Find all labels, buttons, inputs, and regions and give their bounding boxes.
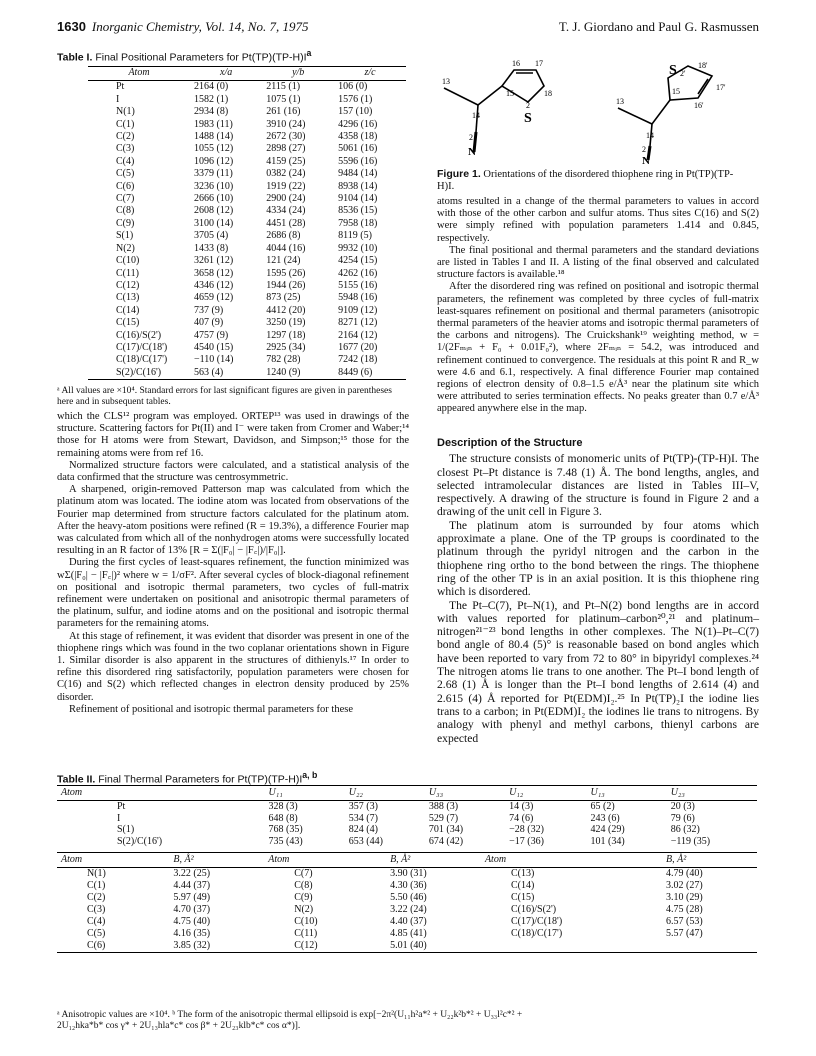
table-cell: C(3) <box>87 904 106 915</box>
table-cell: 0382 (24) <box>266 168 306 180</box>
table2-col-header: Atom <box>57 786 265 801</box>
table-cell: 243 (6) <box>590 812 620 824</box>
fig1-right-label-14: 14 <box>646 131 654 140</box>
table2-col-header: U₁₂ <box>505 786 586 801</box>
table-row <box>88 156 406 168</box>
table1-col-header: y/b <box>262 67 334 81</box>
table-cell: 8536 (15) <box>338 205 378 217</box>
table3-col-header: Atom <box>264 853 386 868</box>
table-cell: C(16)/S(2') <box>510 904 557 915</box>
fig1-left-label-17: 17 <box>535 59 543 68</box>
table-cell: 2672 (30) <box>266 131 306 143</box>
table2-col-header: U₁₁ <box>265 786 345 801</box>
table-cell: 4659 (12) <box>194 292 234 304</box>
table-row <box>57 813 757 825</box>
table-cell: 2666 (10) <box>194 193 234 205</box>
table-cell: C(12) <box>116 279 140 291</box>
table-cell: C(8) <box>294 880 313 891</box>
table-cell: 674 (42) <box>428 836 464 848</box>
table1-col-header: Atom <box>88 67 190 81</box>
table3-col-header: B, Å² <box>169 853 264 868</box>
table-cell: 3.22 (25) <box>173 868 211 879</box>
table-row <box>57 916 757 928</box>
table-cell <box>481 940 662 953</box>
table-cell: −119 (35) <box>670 836 711 848</box>
table2-col-header: U₂₂ <box>345 786 425 801</box>
table-cell: 261 (16) <box>266 106 301 118</box>
table-cell: 701 (34) <box>428 824 464 836</box>
left-column-text <box>57 411 409 716</box>
table-cell: 4.85 (41) <box>390 928 427 939</box>
table-cell: 824 (4) <box>348 824 378 836</box>
table-row <box>88 280 406 292</box>
table-cell: Pt <box>117 800 126 812</box>
table-cell: C(1) <box>116 118 135 130</box>
description-section <box>437 433 759 745</box>
table-cell: 7242 (18) <box>338 354 378 366</box>
table-row <box>57 836 757 848</box>
table-cell: 1595 (26) <box>266 267 306 279</box>
table-cell: 1055 (12) <box>194 143 234 155</box>
table-cell: C(9) <box>116 217 135 229</box>
fig1-left-label-2: 2 <box>469 133 473 142</box>
table-cell: 3261 (12) <box>194 255 234 267</box>
table-cell: 4346 (12) <box>194 279 234 291</box>
table-cell: C(12) <box>264 940 386 953</box>
table-cell: C(17)/C(18') <box>510 916 563 927</box>
table3-col-header: B, Å² <box>662 853 757 868</box>
table-row <box>88 305 406 317</box>
table-cell: C(11) <box>294 928 318 939</box>
fig1-right-atom-n: N <box>642 155 650 165</box>
table-cell: 8271 (12) <box>338 317 378 329</box>
table2-anisotropic <box>57 785 757 848</box>
paragraph: At this stage of refinement, it was evident that disorder was present in one of the thiophene rings which was found in the two coplanar orientations shown in Figure 1. Similar disorder is also apparent in the structures of dithienyls.¹⁷ In order to refine this disordered ring satisfactorily, population parameters were chosen for C(16) and S(2) which reflected changes in electron density produced by 25% disorder. <box>57 630 409 703</box>
table-cell: 2900 (24) <box>266 193 306 205</box>
table-cell: 1919 (22) <box>266 180 306 192</box>
table-cell: 9932 (10) <box>338 242 378 254</box>
table-cell: 5155 (16) <box>338 279 378 291</box>
table-cell: C(3) <box>116 143 135 155</box>
table-cell: 4.75 (40) <box>173 916 211 927</box>
table-cell: S(2)/C(16') <box>116 366 162 378</box>
table-cell: −28 (32) <box>509 824 544 836</box>
table-cell: 1075 (1) <box>266 93 301 105</box>
paragraph: atoms resulted in a change of the thermal parameters to values in accord with those of the other carbon and sulfur atoms. Thus sites C(16) and S(2) were simply refined with population parameters 1.414 and 0.845, respectively. <box>437 196 759 244</box>
table-row <box>88 205 406 217</box>
table-cell: 5.97 (49) <box>173 892 211 903</box>
table-cell: N(1) <box>87 868 106 879</box>
table-cell: 4044 (16) <box>266 242 306 254</box>
table-cell: 873 (25) <box>266 292 301 304</box>
table2-isotropic <box>57 852 757 953</box>
table-cell: C(15) <box>510 892 535 903</box>
table-cell: 1297 (18) <box>266 329 306 341</box>
table-cell: 4.16 (35) <box>173 928 211 939</box>
table-cell: 1433 (8) <box>194 242 229 254</box>
paragraph: The final positional and thermal parameters and the standard deviations are listed in Tables I and II. A listing of the final observed and calculated structure factors is available.¹⁸ <box>437 244 759 281</box>
table-row <box>88 255 406 267</box>
table-cell: S(2)/C(16') <box>117 836 163 848</box>
table-cell: C(1) <box>87 880 106 891</box>
paragraph: Normalized structure factors were calculated, and a statistical analysis of the data confirmed that the structure was centrosymmetric. <box>57 459 409 484</box>
table-cell: 20 (3) <box>670 800 695 812</box>
paragraph: The structure consists of monomeric units of Pt(TP)-(TP-H)I. The closest Pt–Pt distance is 7.48 (1) Å. The bond lengths, angles, and selected intramolecular distances are listed in Tables III–V, respectively. A drawing of the structure is found in Figure 2 and a drawing of the unit cell in Figure 3. <box>437 452 759 519</box>
table-cell: C(6) <box>116 180 135 192</box>
table-cell: 4.30 (36) <box>390 880 427 891</box>
table-cell: C(15) <box>116 317 140 329</box>
table-cell: 86 (32) <box>670 824 700 836</box>
fig1-left-label-2b: 2 <box>526 101 530 110</box>
table-cell: 563 (4) <box>194 366 224 378</box>
table-cell: 4262 (16) <box>338 267 378 279</box>
table-cell: 3910 (24) <box>266 118 306 130</box>
table-cell: 1240 (9) <box>266 366 301 378</box>
table-cell: C(4) <box>116 155 135 167</box>
table3-col-header: Atom <box>481 853 662 868</box>
table-cell: 3250 (19) <box>266 317 306 329</box>
table-cell: 4358 (18) <box>338 131 378 143</box>
table-cell: 4159 (25) <box>266 155 306 167</box>
table-cell: 4540 (15) <box>194 341 234 353</box>
table1-title-sup: a <box>306 48 312 58</box>
table-cell: C(9) <box>294 892 313 903</box>
table-cell: 4.70 (37) <box>173 904 211 915</box>
table2-caption <box>57 770 317 786</box>
table-cell: 4.40 (37) <box>390 916 427 927</box>
table-cell: 5061 (16) <box>338 143 378 155</box>
table-cell: 388 (3) <box>428 800 459 812</box>
table-row <box>88 143 406 155</box>
table-row <box>88 292 406 304</box>
table-cell: 8449 (6) <box>338 366 373 378</box>
table-cell: 74 (6) <box>509 812 534 824</box>
table3-col-header: B, Å² <box>386 853 481 868</box>
fig1-right-label-15: 15 <box>672 87 680 96</box>
table-cell: 3100 (14) <box>194 217 234 229</box>
table1-positional-parameters <box>88 66 406 380</box>
table-cell: 4757 (9) <box>194 329 229 341</box>
table-cell: −17 (36) <box>509 836 544 848</box>
table-cell: 9484 (14) <box>338 168 378 180</box>
table-cell: 4.44 (37) <box>173 880 211 891</box>
table-cell: 4254 (15) <box>338 255 378 267</box>
table-cell: S(1) <box>117 824 135 836</box>
table-cell: 737 (9) <box>194 304 224 316</box>
table-cell: C(8) <box>116 205 135 217</box>
table-cell: 121 (24) <box>266 255 301 267</box>
table-cell: 735 (43) <box>268 836 303 848</box>
fig1-right-label-17p: 17' <box>716 83 726 92</box>
table-cell: 357 (3) <box>348 800 378 812</box>
table-row <box>88 342 406 354</box>
table-cell: 8119 (5) <box>338 230 372 242</box>
table-cell: 7958 (18) <box>338 217 378 229</box>
table-cell: 4334 (24) <box>266 205 306 217</box>
table-cell: 2898 (27) <box>266 143 306 155</box>
fig1-left-atom-s: S <box>524 111 532 126</box>
table-cell: 8938 (14) <box>338 180 378 192</box>
page-number: 1630 <box>57 19 86 34</box>
fig1-right-label-18p: 18' <box>698 61 708 70</box>
table-row <box>57 928 757 940</box>
table2-title: Final Thermal Parameters for Pt(TP)(TP-H)I <box>98 773 303 786</box>
table-row <box>57 940 757 953</box>
table-row <box>57 904 757 916</box>
table-row <box>88 367 406 380</box>
table-cell: C(14) <box>116 304 140 316</box>
fig1-left-label-16: 16 <box>512 59 520 68</box>
paragraph: During the first cycles of least-squares refinement, the function minimized was wΣ(|F₀| − |F꜀|)² where w = 1/σF². After several cycles of block-diagonal refinement on positional and isotropic thermal parameters, two cycles of full-matrix refinement were undertaken on positional and anisotropic thermal parameters of the platinum, sulfur, and iodine atoms and on the positional and isotropic thermal parameters for the remaining atoms. <box>57 557 409 630</box>
table-cell: 328 (3) <box>268 800 298 812</box>
table-row <box>88 317 406 329</box>
running-header-authors: T. J. Giordano and Paul G. Rasmussen <box>558 19 759 34</box>
table2-footnote-line1: ᵃ Anisotropic values are ×10⁴. ᵇ The form of the anisotropic thermal ellipsoid is exp[−2π²(U₁₁h²a*² + U₂₂k²b*² + U₃₃l²c*² + <box>57 1010 523 1020</box>
table-row <box>88 81 406 94</box>
table-cell: 5.57 (47) <box>666 928 703 939</box>
table-cell: 424 (29) <box>590 824 625 836</box>
table-cell: 529 (7) <box>428 812 459 824</box>
table-cell: 3.90 (31) <box>390 868 427 879</box>
table-cell: C(17)/C(18') <box>116 341 168 353</box>
table-cell: 3379 (11) <box>194 168 233 180</box>
table-cell: 65 (2) <box>590 800 615 812</box>
fig1-left-label-13: 13 <box>442 77 450 86</box>
paragraph: The Pt–C(7), Pt–N(1), and Pt–N(2) bond lengths are in accord with values reported for platinum–carbon²⁰,²¹ and platinum–nitrogen²¹⁻²³ bond lengths in other complexes. The N(1)–Pt–C(7) bond angle of 80.4 (5)° is reasonable based on bond angles which have been reported to vary from 72 to 80° in bipyridyl complexes.²⁴ The nitrogen atoms lie trans to one another. The Pt–I bond length of 2.68 (1) Å is longer than the Pt–I bond lengths of 2.614 (4) and 2.615 (4) Å reported for Pt(EDM)I₂.²⁵ In Pt(TP)₂I the iodine lies trans to a carbon; in Pt(EDM)I₂ the iodines lie trans to nitrogens. By analogy with phenyl and methyl carbons, thienyl carbons are expected <box>437 598 759 745</box>
table-row <box>88 193 406 205</box>
table-cell: 2164 (0) <box>194 81 229 93</box>
table1-label: Table I. <box>57 51 93 64</box>
paragraph: which the CLS¹² program was employed. ORTEP¹³ was used in drawings of the structure. Scattering factors for Pt(II) and I⁻ were taken from Cromer and Waber;¹⁴ those for H atoms were from Stewart, Davidson, and Simpson;¹⁵ those for the remaining atoms were from ref 16. <box>57 411 409 459</box>
table-cell: 2934 (8) <box>194 106 229 118</box>
table-row <box>57 892 757 904</box>
table-cell: C(18)/C(17') <box>116 354 168 366</box>
table-cell: 5.50 (46) <box>390 892 427 903</box>
table-cell: I <box>117 812 121 824</box>
table-cell: 782 (28) <box>266 354 301 366</box>
table-cell: 9109 (12) <box>338 304 378 316</box>
table-cell: 106 (0) <box>338 81 368 93</box>
table1-footnote: ᵃ All values are ×10⁴. Standard errors for last significant figures are given in parentheses here and in subsequent tables. <box>57 386 392 407</box>
table-cell: C(13) <box>510 868 535 879</box>
table-cell: 4296 (16) <box>338 118 378 130</box>
fig1-left-label-18: 18 <box>544 89 552 98</box>
paragraph: A sharpened, origin-removed Patterson map was calculated from which the platinum atom was located. The iodine atom was located from observations of the Fourier map determined from structure factors calculated for the platinum atom. After the heavy-atom positions were refined (R = 19.3%), a difference Fourier map was calculated from which all of the nonhydrogen atoms were successfully located resulting in an R factor of 13% [R = Σ(|F₀| − |F꜀|)/|F₀|]. <box>57 484 409 557</box>
table-cell: 1983 (11) <box>194 118 233 130</box>
table-cell: 407 (9) <box>194 317 224 329</box>
table2-footnote <box>57 1010 757 1032</box>
table2-header-row <box>57 786 757 801</box>
table-cell: 1582 (1) <box>194 93 229 105</box>
table1-title: Final Positional Parameters for Pt(TP)(TP-H)I <box>95 51 307 64</box>
table-cell: 653 (44) <box>348 836 383 848</box>
table-cell: 1096 (12) <box>194 155 234 167</box>
table-cell: N(2) <box>294 904 314 915</box>
table-cell: 79 (6) <box>670 812 695 824</box>
section-heading: Description of the Structure <box>437 437 583 449</box>
table-cell: 3.85 (32) <box>169 940 264 953</box>
table-row <box>88 181 406 193</box>
table-cell: 4.75 (28) <box>666 904 703 915</box>
table-cell: 2115 (1) <box>266 81 301 93</box>
table-cell: S(1) <box>116 230 134 242</box>
table-row <box>88 106 406 118</box>
table-row <box>57 880 757 892</box>
table-cell: C(7) <box>116 193 135 205</box>
table-cell: 1488 (14) <box>194 131 234 143</box>
table-row <box>88 330 406 342</box>
table-cell: 6.57 (53) <box>666 916 703 927</box>
fig1-left-atom-n: N <box>468 146 476 158</box>
fig1-left-label-15: 15 <box>506 89 514 98</box>
table2-col-header: U₁₃ <box>587 786 667 801</box>
table-row <box>88 168 406 180</box>
table-cell: 157 (10) <box>338 106 373 118</box>
table-cell: 3.02 (27) <box>666 880 703 891</box>
fig1-right-label-16p: 16' <box>694 101 704 110</box>
table-row <box>57 824 757 836</box>
table-cell: 3705 (4) <box>194 230 229 242</box>
table-cell: C(2) <box>116 131 135 143</box>
right-column-text <box>437 196 759 416</box>
table-cell: C(10) <box>116 255 140 267</box>
table-cell: C(7) <box>294 868 313 879</box>
table1-col-header: z/c <box>334 67 406 81</box>
table-row <box>88 268 406 280</box>
table-cell: C(16)/S(2') <box>116 329 162 341</box>
table2-label: Table II. <box>57 773 96 786</box>
table-cell: 4.79 (40) <box>666 868 703 879</box>
table-row <box>88 94 406 106</box>
table-cell: N(1) <box>116 106 135 118</box>
table-cell: N(2) <box>116 242 135 254</box>
running-header-left <box>57 19 308 35</box>
table-cell: 5.01 (40) <box>386 940 481 953</box>
table-cell: −110 (14) <box>194 354 234 366</box>
table-row <box>88 119 406 131</box>
table-cell: 4451 (28) <box>266 217 306 229</box>
table-cell: C(11) <box>116 267 139 279</box>
table-cell: 3658 (12) <box>194 267 234 279</box>
table-cell: 2164 (12) <box>338 329 378 341</box>
table-cell: 2686 (8) <box>266 230 301 242</box>
table-row <box>88 218 406 230</box>
table-cell: 2925 (34) <box>266 341 306 353</box>
table-cell: 14 (3) <box>509 800 534 812</box>
table-cell: C(18)/C(17') <box>510 928 563 939</box>
table-cell: C(4) <box>87 916 106 927</box>
table-cell: C(14) <box>510 880 535 891</box>
table-row <box>88 230 406 242</box>
fig1-right-label-13: 13 <box>616 97 624 106</box>
table2-col-header: U₂₃ <box>667 786 757 801</box>
table-cell: 9104 (14) <box>338 193 378 205</box>
paragraph: Refinement of positional and isotropic thermal parameters for these <box>69 703 353 715</box>
fig1-right-label-2p: 2' <box>680 69 686 78</box>
figure1-thiophene-orientations <box>436 50 766 165</box>
table3-header-row <box>57 853 757 868</box>
table-cell: C(13) <box>116 292 140 304</box>
journal-citation: Inorganic Chemistry, Vol. 14, No. 7, 1975 <box>91 19 309 34</box>
table-row <box>57 868 757 881</box>
table1-caption <box>57 48 311 64</box>
figure1-label: Figure 1. <box>437 168 481 180</box>
table-cell: Pt <box>116 81 125 93</box>
table-cell: C(6) <box>57 940 169 953</box>
table-cell: C(5) <box>87 928 106 939</box>
table-cell: 534 (7) <box>348 812 378 824</box>
table2-footnote-line2: 2U₁₂hka*b* cos γ* + 2U₁₃hla*c* cos β* + 2U₂₃klb*c* cos α*)]. <box>57 1021 301 1031</box>
table-cell <box>662 940 757 953</box>
table-row <box>57 800 757 812</box>
table-cell: 3.10 (29) <box>666 892 703 903</box>
table-cell: 1944 (26) <box>266 279 306 291</box>
table-cell: C(2) <box>87 892 106 903</box>
fig1-left-label-14: 14 <box>472 111 480 120</box>
table2-title-sup: a, b <box>302 770 318 780</box>
table-cell: 1576 (1) <box>338 93 373 105</box>
table3-col-header: Atom <box>57 853 169 868</box>
table-cell: 5948 (16) <box>338 292 378 304</box>
table-cell: 5596 (16) <box>338 155 378 167</box>
table-cell: C(5) <box>116 168 135 180</box>
table-cell: 3.22 (24) <box>390 904 427 915</box>
table-cell: 648 (8) <box>268 812 298 824</box>
fig1-right-label-2: 2 <box>642 145 646 154</box>
table-row <box>88 243 406 255</box>
fig1-right-atom-s: S <box>669 63 677 78</box>
table-cell: 4412 (20) <box>266 304 306 316</box>
table-cell: 768 (35) <box>268 824 303 836</box>
figure1-caption <box>437 168 747 193</box>
table2-col-header: U₃₃ <box>425 786 505 801</box>
table-row <box>88 131 406 143</box>
table-cell: I <box>116 93 120 105</box>
paragraph: After the disordered ring was refined on positional and isotropic thermal parameters, the refinement was completed by three cycles of full-matrix least-squares refinement on positional and thermal parameters (anisotropic thermal parameters of the heavier atoms and isotropic thermal parameters of the carbons and nitrogens). The Cruickshank¹⁹ weighting method, w = 1/(2Fₘᵢₙ + F₀ + 0.01F₀²), where 2Fₘᵢₙ = 54.2, was introduced and refinement continued to convergence. The residuals at this point R and R_w were 4.6 and 6.1, respectively. A final difference Fourier map contained regions of electron density of 0.8–1.5 e/Å³ near the platinum site which were attributed to series termination effects. No peaks greater than 0.7 e/Å³ appeared anywhere else in the map. <box>437 281 759 415</box>
figure1-caption-text: Orientations of the disordered thiophene ring in Pt(TP)(TP-H)I. <box>437 169 734 192</box>
table-row <box>88 354 406 366</box>
table1-col-header: x/a <box>190 67 262 81</box>
paragraph: The platinum atom is surrounded by four atoms which approximate a plane. One of the TP groups is coordinated to the platinum through the pyridyl nitrogen and the carbon in the thiophene ring ortho to the bond between the rings. The thiophene ring of the other TP is in an axial position. It is this thiophene ring which is disordered. <box>437 518 759 599</box>
table-cell: 101 (34) <box>590 836 625 848</box>
table-cell: 3236 (10) <box>194 180 234 192</box>
table-cell: C(10) <box>294 916 318 927</box>
table-cell: 2608 (12) <box>194 205 234 217</box>
table-cell: 1677 (20) <box>338 341 378 353</box>
